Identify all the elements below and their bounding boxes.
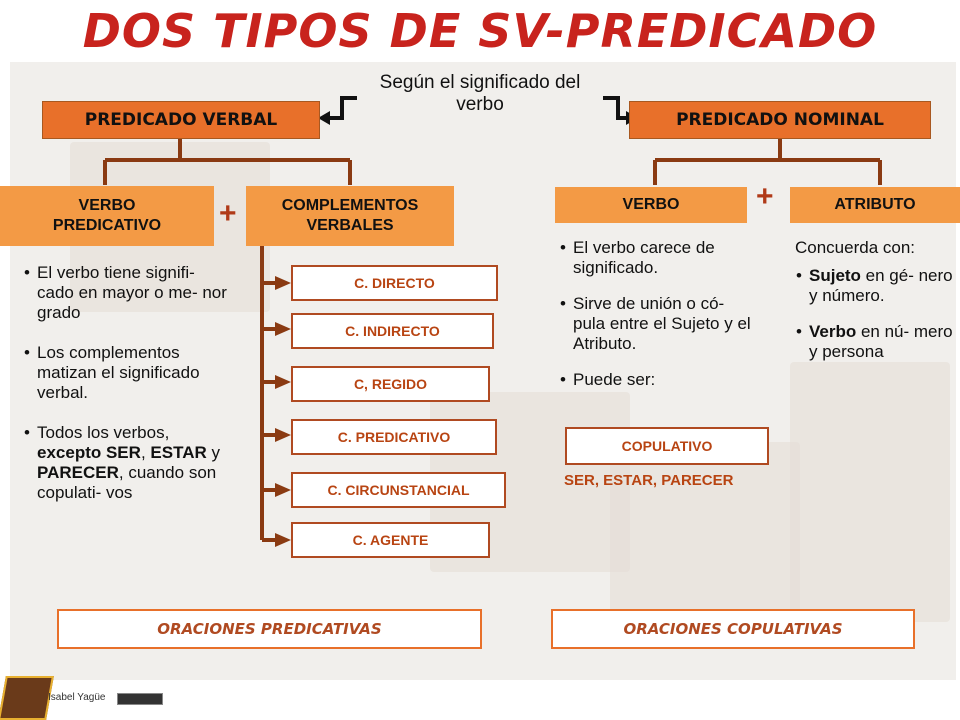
oraciones-copulativas-box: ORACIONES COPULATIVAS [551,609,915,649]
bullet-sirve-de-union: • Sirve de unión o có- pula entre el Sujeto y el Atributo. [560,294,760,354]
plus-sign-left: + [219,197,237,230]
copulativo-box: COPULATIVO [565,427,769,465]
atributo-box: ATRIBUTO [790,187,960,223]
verbo-copulativo-bullets [560,238,760,410]
bullet-todos-los-verbos: • Todos los verbos, excepto SER, ESTAR y PARECER, cuando son copulati- vos [24,423,234,503]
concuerda-label: Concuerda con: [795,238,916,257]
atributo-bullets [796,266,960,382]
c-directo-box: C. DIRECTO [291,265,498,301]
complementos-verbales-label: COMPLEMENTOS VERBALES [281,197,419,234]
c-regido-box: C, REGIDO [291,366,490,402]
predicado-verbal-box: PREDICADO VERBAL [42,101,320,139]
bullet-complementos: • Los complementos matizan el significado verbal. [24,343,234,403]
oraciones-predicativas-box: ORACIONES PREDICATIVAS [57,609,482,649]
predicado-nominal-box: PREDICADO NOMINAL [629,101,931,139]
bullet-verbo: • Verbo en nú- mero y persona [796,322,960,362]
plus-sign-right: + [756,180,774,213]
page-title: DOS TIPOS DE SV-PREDICADO [82,4,878,58]
bullet-significado: • El verbo tiene signifi- cado en mayor o me- nor grado [24,263,234,323]
c-agente-box: C. AGENTE [291,522,490,558]
copulativo-verbs: SER, ESTAR, PARECER [564,472,734,489]
aula-logo-icon [0,676,54,720]
verbo-box: VERBO [555,187,747,223]
complementos-verbales-box [246,186,454,246]
bullet-carece-significado: • El verbo carece de significado. [560,238,760,278]
c-indirecto-box: C. INDIRECTO [291,313,494,349]
verbo-predicativo-bullets [24,263,234,523]
c-predicativo-box: C. PREDICATIVO [291,419,497,455]
verbo-predicativo-label: VERBO PREDICATIVO [52,197,162,234]
license-badge-icon [117,693,163,705]
right-tree-connector [655,138,880,185]
bullet-puede-ser: • Puede ser: [560,370,760,390]
credit-text: Isabel Yagüe [48,692,106,703]
subtitle: Según el significado del verbo [379,72,581,115]
c-circunstancial-box: C. CIRCUNSTANCIAL [291,472,506,508]
verbo-predicativo-box [0,186,214,246]
left-tree-connector [105,138,350,185]
subtitle-arrow-left [328,98,357,118]
bullet-sujeto: • Sujeto en gé- nero y número. [796,266,960,306]
subtitle-arrow-right [603,98,628,118]
